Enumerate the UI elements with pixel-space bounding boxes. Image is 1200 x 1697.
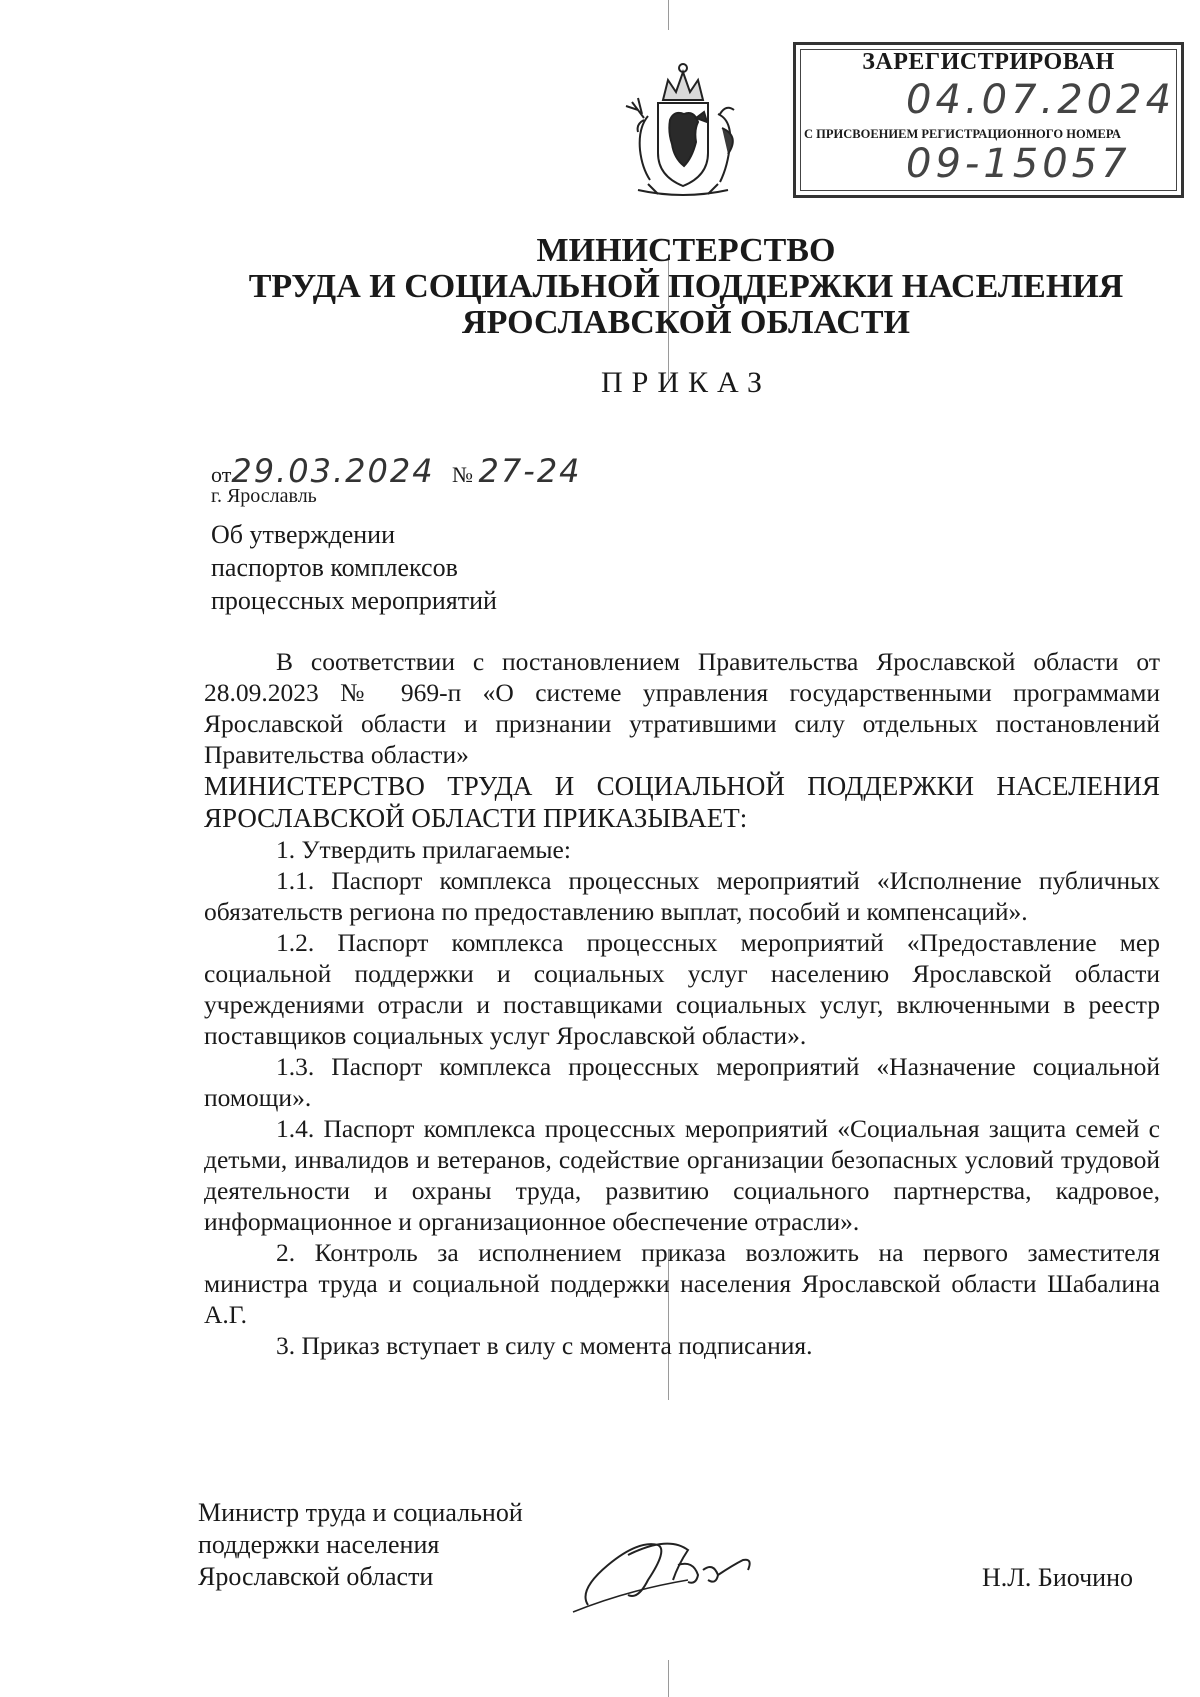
registration-stamp: [793, 42, 1184, 198]
position-line: поддержки населения: [198, 1530, 440, 1559]
subject-line: Об утверждении: [211, 520, 396, 549]
order-item: 2. Контроль за исполнением приказа возложить на первого заместителя министра труда и социальной поддержки населения Ярославской области Шабалина А.Г.: [204, 1238, 1160, 1329]
order-item: 1.4. Паспорт комплекса процессных мероприятий «Социальная защита семей с детьми, инвалидов и ветеранов, содействие организации безопасных условий трудовой деятельности и охраны труда, развитию социального партнерства, кадровое, информационное и организационное обеспечение отрасли».: [204, 1114, 1160, 1236]
order-from-label: от: [211, 462, 232, 487]
order-number-label: №: [452, 462, 474, 487]
order-item: 3. Приказ вступает в силу с момента подписания.: [276, 1331, 813, 1360]
position-line: Ярославской области: [198, 1562, 434, 1591]
resolution-paragraph: МИНИСТЕРСТВО ТРУДА И СОЦИАЛЬНОЙ ПОДДЕРЖКИ НАСЕЛЕНИЯ ЯРОСЛАВСКОЙ ОБЛАСТИ ПРИКАЗЫВАЕТ:: [204, 771, 1160, 833]
ministry-title-line1: МИНИСТЕРСТВО: [536, 232, 836, 269]
order-item: 1. Утвердить прилагаемые:: [276, 835, 571, 864]
position-line: Министр труда и социальной: [198, 1498, 523, 1527]
order-subject: [211, 518, 497, 617]
order-city: г. Ярославль: [211, 485, 317, 507]
document-type-heading: ПРИКАЗ: [601, 366, 771, 399]
ministry-title-line2: ТРУДА И СОЦИАЛЬНОЙ ПОДДЕРЖКИ НАСЕЛЕНИЯ: [248, 268, 1124, 305]
order-item: 1.3. Паспорт комплекса процессных мероприятий «Назначение социальной помощи».: [204, 1052, 1160, 1112]
stamp-registration-date: 04.07.2024: [906, 77, 1176, 123]
ministry-title-line3: ЯРОСЛАВСКОЙ ОБЛАСТИ: [462, 304, 910, 341]
fold-line-bottom: [668, 1660, 669, 1697]
signatory-name: Н.Л. Биочино: [982, 1563, 1133, 1592]
order-item: 1.2. Паспорт комплекса процессных мероприятий «Предоставление мер социальной поддержки и социальных услуг населению Ярославской области учреждениями отрасли и поставщиками социальных услуг, включенными в реестр поставщиков социальных услуг Ярославской области».: [204, 928, 1160, 1050]
order-body: [204, 646, 1160, 1361]
order-date: 29.03.2024: [231, 452, 435, 490]
order-number: 27-24: [478, 452, 582, 490]
stamp-title: ЗАРЕГИСТРИРОВАН: [862, 49, 1115, 75]
preamble-paragraph: В соответствии с постановлением Правительства Ярославской области от 28.09.2023 № 969-п «О системе управления государственными программами Ярославской области и признании утратившими силу отдельных постановлений Правительства области»: [204, 647, 1160, 769]
subject-line: паспортов комплексов: [211, 553, 458, 582]
order-item: 1.1. Паспорт комплекса процессных мероприятий «Исполнение публичных обязательств региона по предоставлению выплат, пособий и компенсаций».: [204, 866, 1160, 926]
signatory-position: [198, 1497, 523, 1593]
stamp-registration-number: 09-15057: [906, 141, 1131, 187]
fold-line-top: [668, 0, 669, 30]
subject-line: процессных мероприятий: [211, 586, 497, 615]
handwritten-signature: [568, 1520, 788, 1625]
stamp-subtitle: С ПРИСВОЕНИЕМ РЕГИСТРАЦИОННОГО НОМЕРА: [804, 127, 1121, 141]
coat-of-arms-emblem: [608, 58, 758, 203]
